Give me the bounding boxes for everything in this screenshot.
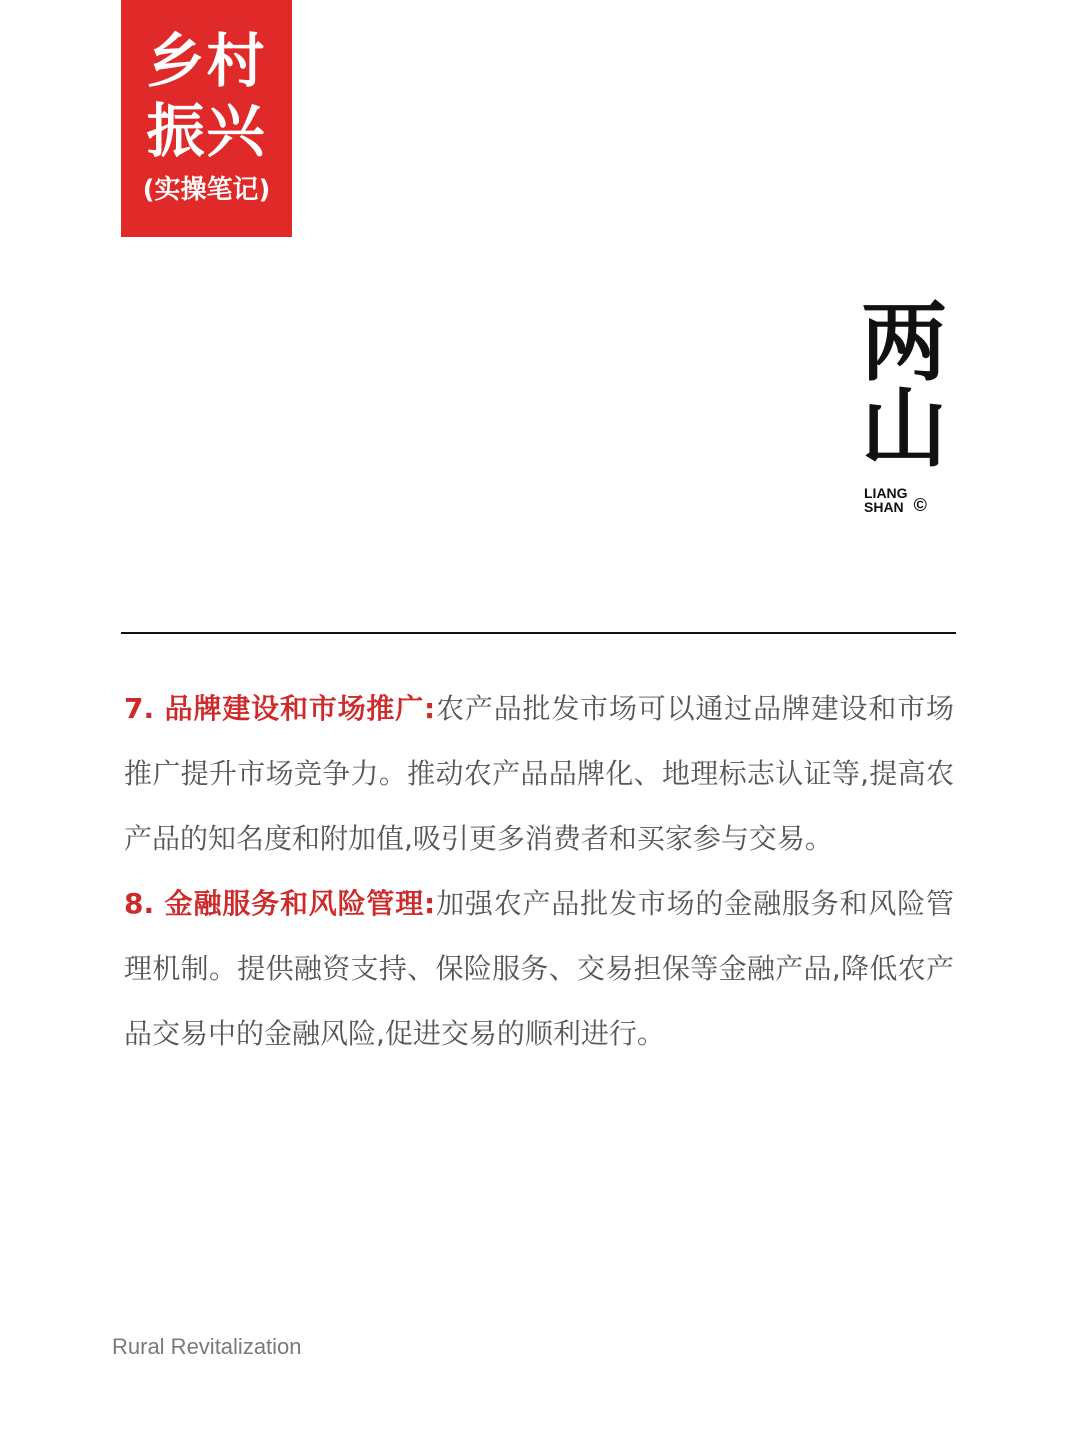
copyright-icon: © xyxy=(913,495,927,515)
badge-title-line-1: 乡村 xyxy=(146,27,267,95)
item-heading: 7. 品牌建设和市场推广: xyxy=(124,692,436,725)
footer-caption: Rural Revitalization xyxy=(112,1334,302,1359)
item-body: 农产品批发市场可以通过品牌建设和市场推广提升市场竞争力。推动农产品品牌化、地理标志认证等,提高农产品的知名度和附加值,吸引更多消费者和买家参与交易。 xyxy=(124,692,954,855)
badge-subtitle: (实操笔记) xyxy=(142,175,271,205)
title-badge xyxy=(121,0,292,237)
list-item xyxy=(124,676,954,871)
list-item xyxy=(124,871,954,1066)
section-divider xyxy=(121,632,956,634)
logo-glyph-2: 山 xyxy=(861,379,947,479)
logo-text-line-1: LIANG xyxy=(864,485,908,501)
logo-glyph-1: 两 xyxy=(861,293,947,393)
liangshan-logo xyxy=(858,293,958,515)
item-body: 加强农产品批发市场的金融服务和风险管理机制。提供融资支持、保险服务、交易担保等金融产品,降低农产品交易中的金融风险,促进交易的顺利进行。 xyxy=(124,887,954,1050)
logo-text-line-2: SHAN xyxy=(864,499,904,515)
article-body xyxy=(124,676,954,1066)
logo-wordmark xyxy=(858,486,958,514)
badge-title-line-2: 振兴 xyxy=(146,97,267,165)
item-heading: 8. 金融服务和风险管理: xyxy=(124,887,436,920)
